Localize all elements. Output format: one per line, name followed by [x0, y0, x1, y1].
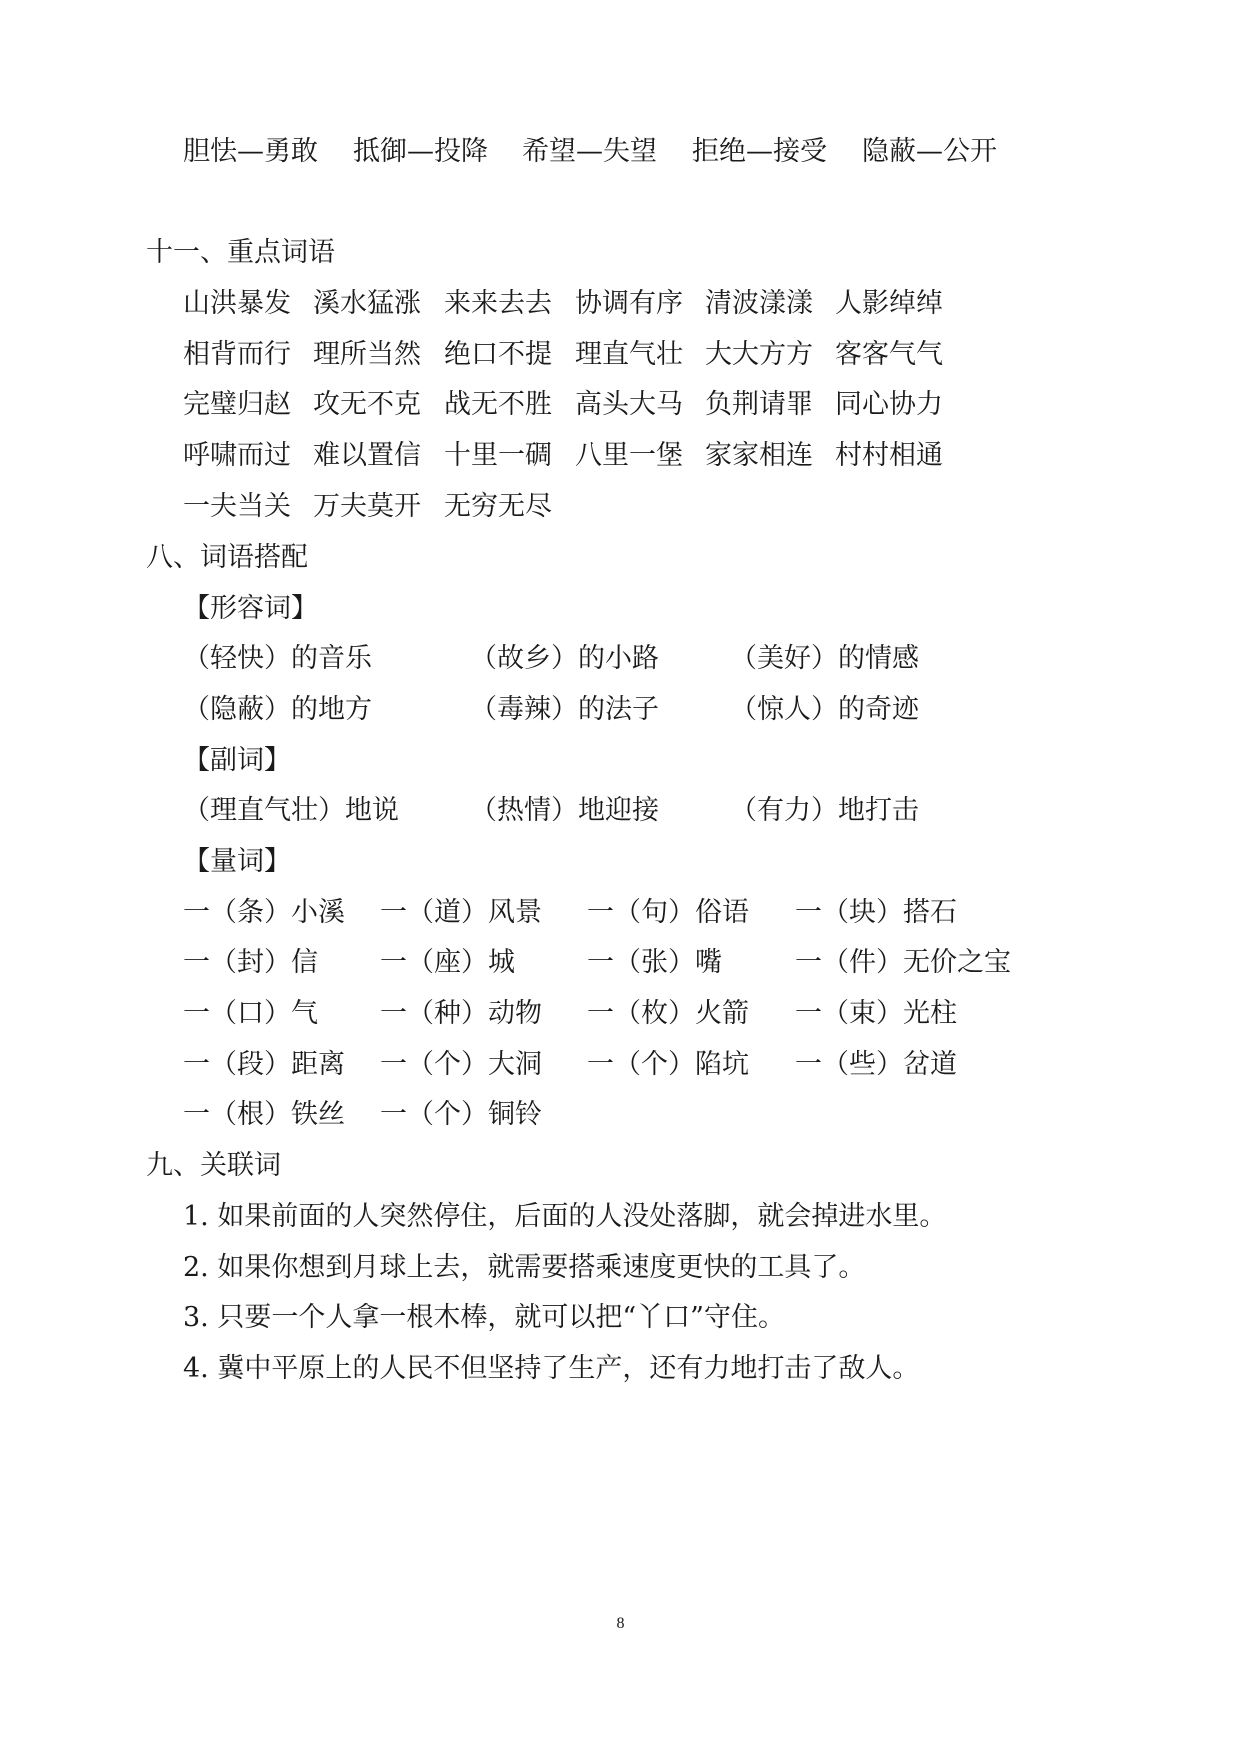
- measure-item: 一（种）动物: [380, 998, 542, 1029]
- key-word: 绝口不提: [444, 339, 552, 370]
- measure-item: 一（句）俗语: [587, 897, 749, 928]
- key-word: 无穷无尽: [444, 491, 552, 522]
- measure-item: 一（根）铁丝: [183, 1099, 345, 1130]
- measure-item: 一（个）陷坑: [587, 1049, 749, 1080]
- measure-item: 一（枚）火箭: [587, 998, 749, 1029]
- measure-item: 一（座）城: [380, 947, 515, 978]
- section-heading-conjunctions: 九、关联词: [146, 1150, 281, 1181]
- conjunction-sentence: 2. 如果你想到月球上去，就需要搭乘速度更快的工具了。: [183, 1252, 866, 1283]
- key-word: 协调有序: [575, 288, 683, 319]
- measure-item: 一（个）铜铃: [380, 1099, 542, 1130]
- conjunction-sentence: 1. 如果前面的人突然停住，后面的人没处落脚，就会掉进水里。: [183, 1201, 947, 1232]
- measure-item: 一（件）无价之宝: [795, 947, 1011, 978]
- section-heading-key-words: 十一、重点词语: [146, 237, 335, 268]
- key-word: 来来去去: [444, 288, 552, 319]
- antonym-pair: 拒绝—接受: [692, 136, 827, 167]
- key-word: 山洪暴发: [183, 288, 291, 319]
- key-word: 战无不胜: [444, 389, 552, 420]
- key-word: 万夫莫开: [313, 491, 421, 522]
- antonym-pair: 胆怯—勇敢: [183, 136, 318, 167]
- key-word: 相背而行: [183, 339, 291, 370]
- measure-item: 一（块）搭石: [795, 897, 957, 928]
- adjective-label: 【形容词】: [183, 593, 318, 624]
- key-word: 村村相通: [835, 440, 943, 471]
- collocation-item: （故乡）的小路: [470, 643, 659, 674]
- key-word: 难以置信: [313, 440, 421, 471]
- key-word: 同心协力: [835, 389, 943, 420]
- key-word: 清波漾漾: [705, 288, 813, 319]
- measure-item: 一（束）光柱: [795, 998, 957, 1029]
- measure-item: 一（道）风景: [380, 897, 542, 928]
- antonym-pair: 抵御—投降: [353, 136, 488, 167]
- key-word: 完璧归赵: [183, 389, 291, 420]
- key-word: 负荆请罪: [705, 389, 813, 420]
- page-number: 8: [616, 1615, 625, 1632]
- key-word: 八里一堡: [575, 440, 683, 471]
- key-word: 溪水猛涨: [313, 288, 421, 319]
- collocation-item: （热情）地迎接: [470, 795, 659, 826]
- collocation-item: （轻快）的音乐: [183, 643, 372, 674]
- measure-item: 一（条）小溪: [183, 897, 345, 928]
- section-heading-collocation: 八、词语搭配: [146, 542, 308, 573]
- key-word: 攻无不克: [313, 389, 421, 420]
- conjunction-sentence: 3. 只要一个人拿一根木棒，就可以把“丫口”守住。: [183, 1302, 785, 1333]
- key-word: 高头大马: [575, 389, 683, 420]
- key-word: 十里一碉: [444, 440, 552, 471]
- antonym-pair: 希望—失望: [522, 136, 657, 167]
- key-word: 理直气壮: [575, 339, 683, 370]
- measure-item: 一（个）大洞: [380, 1049, 542, 1080]
- collocation-item: （隐蔽）的地方: [183, 694, 372, 725]
- measure-item: 一（张）嘴: [587, 947, 722, 978]
- key-word: 人影绰绰: [835, 288, 943, 319]
- key-word: 呼啸而过: [183, 440, 291, 471]
- collocation-item: （惊人）的奇迹: [730, 694, 919, 725]
- measure-item: 一（些）岔道: [795, 1049, 957, 1080]
- collocation-item: （有力）地打击: [730, 795, 919, 826]
- key-word: 大大方方: [705, 339, 813, 370]
- measure-item: 一（段）距离: [183, 1049, 345, 1080]
- collocation-item: （美好）的情感: [730, 643, 919, 674]
- antonym-pair: 隐蔽—公开: [862, 136, 997, 167]
- collocation-item: （理直气壮）地说: [183, 795, 399, 826]
- measure-label: 【量词】: [183, 846, 291, 877]
- key-word: 一夫当关: [183, 491, 291, 522]
- key-word: 理所当然: [313, 339, 421, 370]
- conjunction-sentence: 4. 冀中平原上的人民不但坚持了生产，还有力地打击了敌人。: [183, 1353, 920, 1384]
- measure-item: 一（口）气: [183, 998, 318, 1029]
- key-word: 家家相连: [705, 440, 813, 471]
- collocation-item: （毒辣）的法子: [470, 694, 659, 725]
- adverb-label: 【副词】: [183, 745, 291, 776]
- key-word: 客客气气: [835, 339, 943, 370]
- measure-item: 一（封）信: [183, 947, 318, 978]
